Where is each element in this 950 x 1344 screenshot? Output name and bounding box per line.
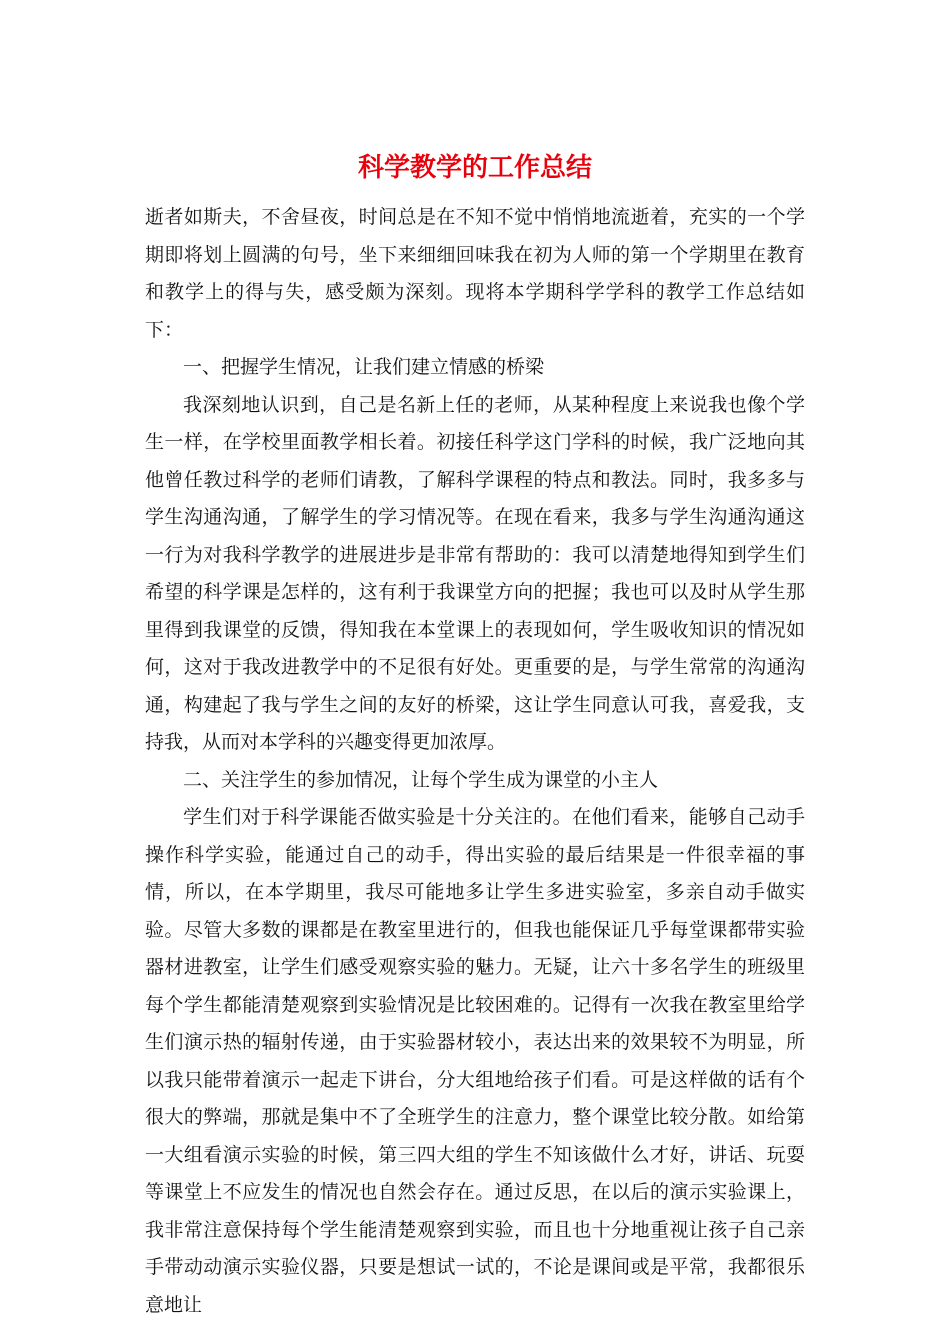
section-heading-2: 二、关注学生的参加情况，让每个学生成为课堂的小主人 <box>183 768 659 791</box>
paragraph-intro: 逝者如斯夫，不舍昼夜，时间总是在不知不觉中悄悄地流逝着，充实的一个学期即将划上圆满的句号，坐下来细细回味我在初为人师的第一个学期里在教育和教学上的得与失，感受颇为深刻。现将本学期科学学科的教学工作总结如下： <box>145 206 805 341</box>
section-heading-1: 一、把握学生情况，让我们建立情感的桥梁 <box>183 356 545 378</box>
document-body <box>145 170 805 1324</box>
paragraph-section-2: 学生们对于科学课能否做实验是十分关注的。在他们看来，能够自己动手操作科学实验，能通过自己的动手，得出实验的最后结果是一件很幸福的事情，所以，在本学期里，我尽可能地多让学生多进实验室，多亲自动手做实验。尽管大多数的课都是在教室里进行的，但我也能保证几乎每堂课都带实验器材进教室，让学生们感受观察实验的魅力。无疑，让六十多名学生的班级里每个学生都能清楚观察到实验情况是比较困难的。记得有一次我在教室里给学生们演示热的辐射传递，由于实验器材较小，表达出来的效果较不为明显，所以我只能带着演示一起走下讲台，分大组地给孩子们看。可是这样做的话有个很大的弊端，那就是集中不了全班学生的注意力，整个课堂比较分散。如给第一大组看演示实验的时候，第三四大组的学生不知该做什么才好，讲话、玩耍等课堂上不应发生的情况也自然会存在。通过反思，在以后的演示实验课上，我非常注意保持每个学生能清楚观察到实验，而且也十分地重视让孩子自己亲手带动动演示实验仪器，只要是想试一试的，不论是课间或是平常，我都很乐意地让 <box>145 806 805 1316</box>
paragraph-section-1: 我深刻地认识到，自己是名新上任的老师，从某种程度上来说我也像个学生一样，在学校里面教学相长着。初接任科学这门学科的时候，我广泛地向其他曾任教过科学的老师们请教，了解科学课程的特点和教法。同时，我多多与学生沟通沟通，了解学生的学习情况等。在现在看来，我多与学生沟通沟通这一行为对我科学教学的进展进步是非常有帮助的：我可以清楚地得知到学生们希望的科学课是怎样的，这有利于我课堂方向的把握；我也可以及时从学生那里得到我课堂的反馈，得知我在本堂课上的表现如何，学生吸收知识的情况如何，这对于我改进教学中的不足很有好处。更重要的是，与学生常常的沟通沟通，构建起了我与学生之间的友好的桥梁，这让学生同意认可我，喜爱我，支持我，从而对本学科的兴趣变得更加浓厚。 <box>145 393 805 753</box>
document-title: 科学教学的工作总结 <box>357 153 592 183</box>
